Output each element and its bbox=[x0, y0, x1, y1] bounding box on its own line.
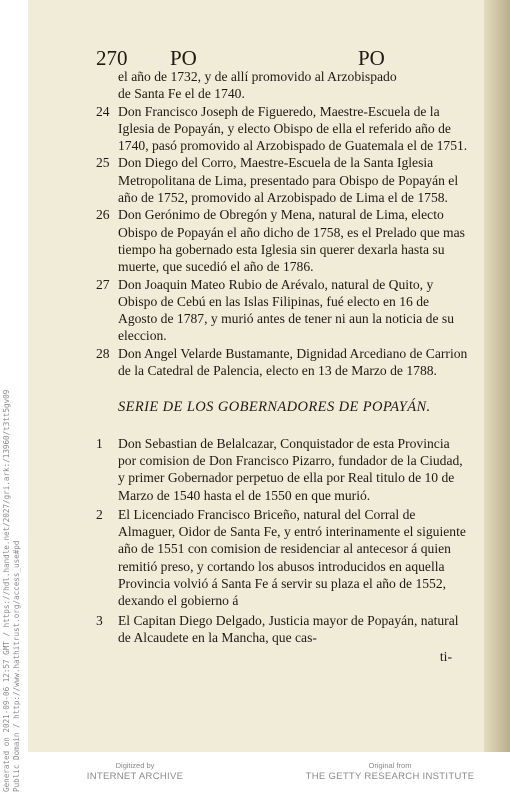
entry-text: Don Angel Velarde Bustamante, Dignidad Arcediano de Carrion de la Catedral de Palencia, electo en 13 de Marzo de 1788. bbox=[118, 345, 468, 379]
internet-archive-label: INTERNET ARCHIVE bbox=[86, 771, 184, 782]
original-from-label: Original from bbox=[368, 761, 412, 770]
digitized-by-label: Digitized by bbox=[115, 761, 155, 770]
bishop-entry bbox=[96, 206, 468, 275]
original-from-credit bbox=[300, 760, 480, 783]
digitized-by-credit bbox=[70, 760, 200, 783]
governor-entry bbox=[96, 506, 468, 610]
page-number: 270 bbox=[96, 46, 128, 70]
entry-text: El Capitan Diego Delgado, Justicia mayor de Popayán, natural de Alcaudete en la Mancha, que cas- bbox=[118, 612, 459, 645]
continuation-line: de Santa Fe el de 1740. bbox=[118, 86, 245, 102]
section-heading: SERIE DE LOS GOBERNADORES DE POPAYÁN. bbox=[118, 399, 431, 416]
entry-text: El Licenciado Francisco Briceño, natural del Corral de Almaguer, Oidor de Santa Fe, y entró interinamente el siguiente año de 1551 con comision de residenciar al antecesor á quien remitió preso, y cortando los abusos introducidos en aquella Provincia volvió á Santa Fe á servir su plaza el año de 1552, dexando el gobierno á bbox=[118, 506, 466, 609]
entry-text: Don Gerónimo de Obregón y Mena, natural de Lima, electo Obispo de Popayán el año dicho de 1758, es el Prelado que mas tiempo ha gobernado esta Iglesia sin querer dexarla hasta su muerte, que sucedió el año de 1786. bbox=[118, 207, 465, 275]
entry-number: 27 bbox=[96, 276, 110, 292]
entry-number: 1 bbox=[96, 435, 103, 451]
entry-number: 3 bbox=[96, 612, 103, 628]
running-header bbox=[96, 46, 436, 70]
continuation-line: el año de 1732, y de allí promovido al Arzobispado bbox=[118, 69, 397, 84]
entry-number: 28 bbox=[96, 345, 110, 361]
entry-number: 26 bbox=[96, 207, 110, 223]
running-head-right: PO bbox=[358, 46, 385, 70]
running-head-left: PO bbox=[170, 46, 197, 70]
entry-text: Don Diego del Corro, Maestre-Escuela de la Santa Iglesia Metropolitana de Lima, presentado para Obispo de Popayán el año de 1752, promovido al Arzobispado de Lima el de 1758. bbox=[118, 155, 459, 206]
bishop-entry bbox=[96, 345, 468, 380]
page-body bbox=[96, 68, 468, 666]
rights-note: Public Domain / http://www.hathitrust.org/access_use#pd bbox=[12, 540, 21, 792]
entry-text: Don Francisco Joseph de Figueredo, Maestre-Escuela de la Iglesia de Popayán, y electo Obispo de ella el referido año de 1740, pasó promovido al Arzobispado de Guatemala el de 1751. bbox=[118, 103, 468, 154]
entry-text: Don Joaquin Mateo Rubio de Arévalo, natural de Quito, y Obispo de Cebú en las Islas Filipinas, fué electo en 16 de Agosto de 1787, y murió antes de tener ni aun la noticia de su eleccion. bbox=[118, 276, 454, 344]
page-edge-shadow bbox=[484, 0, 510, 752]
hathitrust-sidebar bbox=[2, 390, 22, 792]
entry-number: 25 bbox=[96, 155, 110, 171]
entry-text: Don Sebastian de Belalcazar, Conquistador de esta Provincia por comision de Don Francisco Pizarro, fundador de la Ciudad, y primer Gobernador perpetuo de ella por Real titulo de 10 de Marzo de 1540 hasta el de 1550 en que murió. bbox=[118, 435, 463, 503]
generated-note: Generated on 2021-09-06 12:57 GMT / https://hdl.handle.net/2027/gri.ark:/13960/t3tt5gv09 bbox=[2, 389, 11, 792]
getty-label: THE GETTY RESEARCH INSTITUTE bbox=[305, 771, 475, 782]
governor-entry bbox=[96, 612, 468, 647]
governor-entry bbox=[96, 435, 468, 504]
entry-number: 24 bbox=[96, 103, 110, 119]
bishop-entry bbox=[96, 276, 468, 345]
catchword: ti- bbox=[439, 649, 452, 665]
bishop-entry bbox=[96, 154, 468, 206]
entry-number: 2 bbox=[96, 506, 103, 522]
bishop-entry bbox=[96, 103, 468, 155]
